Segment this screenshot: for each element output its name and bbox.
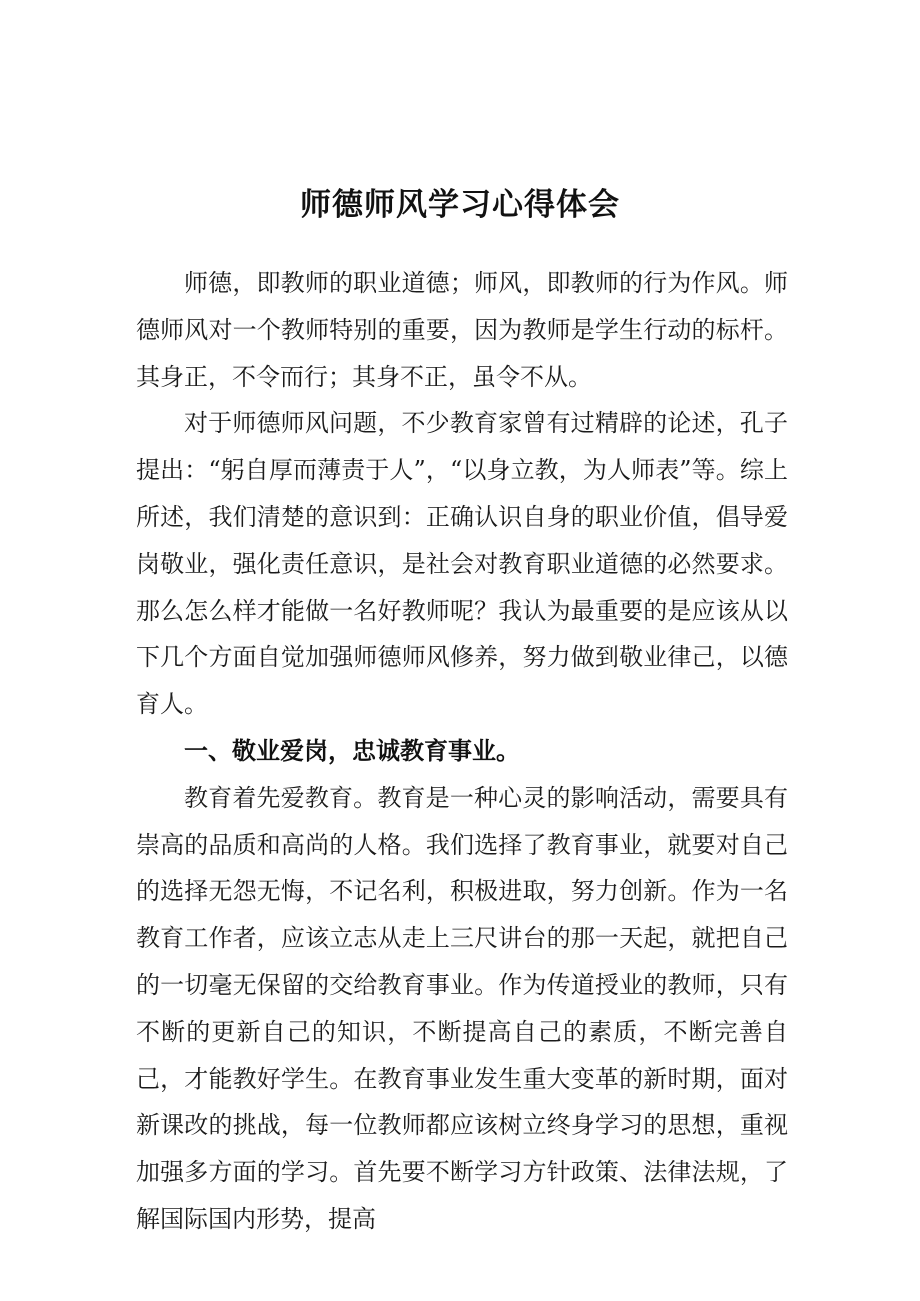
paragraph-section-1: 教育着先爱教育。教育是一种心灵的影响活动，需要具有崇高的品质和高尚的人格。我们选择了教育事业，就要对自己的选择无怨无悔，不记名利，积极进取，努力创新。作为一名教育工作者，应该立志从走上三尺讲台的那一天起，就把自己的一切毫无保留的交给教育事业。作为传道授业的教师，只有不断的更新自己的知识，不断提高自己的素质，不断完善自己，才能教好学生。在教育事业发生重大变革的新时期，面对新课改的挑战，每一位教师都应该树立终身学习的思想，重视加强多方面的学习。首先要不断学习方针政策、法律法规，了解国际国内形势，提高 <box>136 783 788 1233</box>
section-heading-1: 一、敬业爱岗，忠诚教育事业。 <box>184 736 520 765</box>
document-title: 师德师风学习心得体会 <box>300 186 620 223</box>
document-body <box>136 260 788 1243</box>
paragraph-confucius: 对于师德师风问题，不少教育家曾有过精辟的论述，孔子提出：“躬自厚而薄责于人”，“以身立教，为人师表”等。综上所述，我们清楚的意识到：正确认识自身的职业价值，倡导爱岗敬业，强化责任意识，是社会对教育职业道德的必然要求。那么怎么样才能做一名好教师呢？我认为最重要的是应该从以下几个方面自觉加强师德师风修养，努力做到敬业律己，以德育人。 <box>136 409 788 719</box>
paragraph-intro: 师德，即教师的职业道德；师风，即教师的行为作风。师德师风对一个教师特别的重要，因为教师是学生行动的标杆。其身正，不令而行；其身不正，虽令不从。 <box>136 269 788 391</box>
